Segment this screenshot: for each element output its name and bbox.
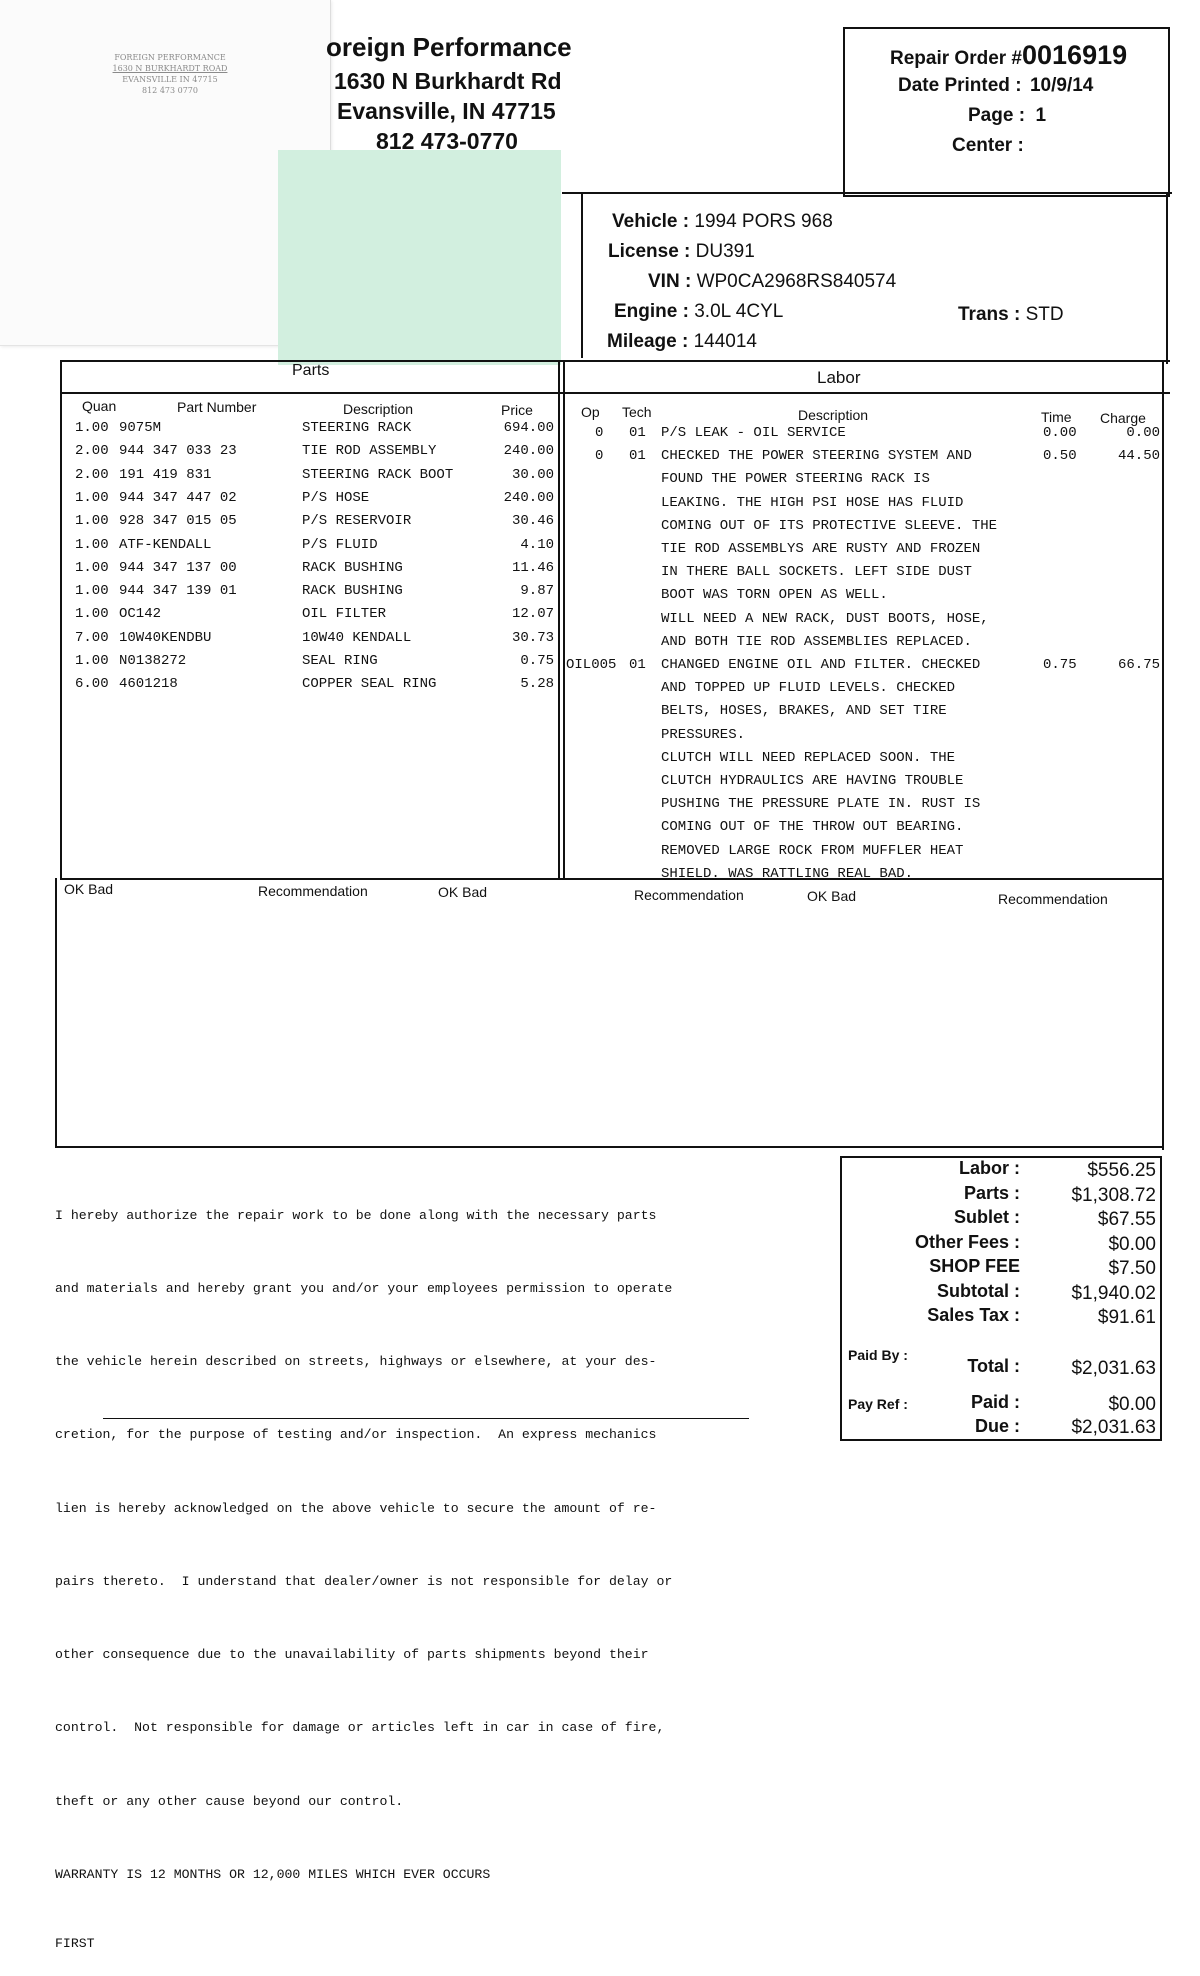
ro-number: 0016919: [1022, 40, 1128, 70]
mileage-label: Mileage :: [607, 331, 689, 352]
labor-time: 0.75: [1043, 657, 1077, 673]
labor-header-time: Time: [1041, 409, 1072, 425]
labor-left-rule: [563, 360, 565, 880]
parts-description: RACK BUSHING: [302, 583, 403, 600]
parts-price: 694.00: [503, 420, 554, 436]
labor-description-line: CHANGED ENGINE OIL AND FILTER. CHECKED: [661, 657, 981, 673]
labor-description-line: IN THERE BALL SOCKETS. LEFT SIDE DUST: [661, 564, 972, 581]
signature-line[interactable]: [103, 1418, 749, 1419]
stamp-line: FOREIGN PERFORMANCE: [114, 53, 226, 62]
parts-row: [0, 606, 560, 626]
parts-part-number: 9075M: [119, 420, 162, 436]
labor-time: 0.00: [1043, 425, 1077, 441]
rec-recommendation-1: Recommendation: [258, 883, 368, 899]
parts-quan: 1.00: [75, 420, 109, 436]
auth-line: control. Not responsible for damage or articles left in car in case of fire,: [55, 1720, 665, 1736]
page-label: Page :: [968, 105, 1026, 126]
ro-label: Repair Order #: [890, 48, 1022, 69]
labor-op: 0: [595, 448, 604, 465]
stamp-line: EVANSVILLE IN 47715: [122, 75, 218, 84]
page-value: 1: [1035, 105, 1047, 126]
vin-row: [648, 271, 896, 293]
labor-description-line: CLUTCH HYDRAULICS ARE HAVING TROUBLE: [661, 773, 964, 789]
vehicle-label: Vehicle :: [612, 211, 690, 232]
trans-label: Trans :: [958, 304, 1021, 325]
parts-part-number: 944 347 033 23: [119, 443, 237, 460]
parts-row: [0, 467, 560, 487]
parts-description: COPPER SEAL RING: [302, 676, 437, 693]
labor-tech: 01: [629, 657, 646, 673]
labor-tech: 01: [629, 448, 646, 465]
labor-description-line: COMING OUT OF ITS PROTECTIVE SLEEVE. THE: [661, 517, 998, 534]
labor-description-line: CHECKED THE POWER STEERING SYSTEM AND: [661, 448, 972, 465]
paid-by-label: Paid By :: [848, 1347, 908, 1363]
vehicle-box-right-rule: [1166, 192, 1168, 364]
labor-header-charge: Charge: [1100, 410, 1146, 426]
labor-description-line: TIE ROD ASSEMBLYS ARE RUSTY AND FROZEN: [661, 541, 981, 557]
vehicle-box-top-rule: [562, 192, 1172, 194]
receipt-stamp: [80, 52, 260, 96]
auth-line: pairs thereto. I understand that dealer/owner is not responsible for delay or: [55, 1573, 673, 1589]
totals-value: $91.61: [1097, 1307, 1156, 1328]
right-frame-rule: [1162, 362, 1164, 1150]
labor-header-description: Description: [798, 407, 869, 423]
parts-header-price: Price: [501, 402, 533, 418]
recommend-left-rule: [55, 878, 57, 1148]
recommend-bottom-rule: [55, 1146, 1164, 1148]
parts-row: [0, 420, 560, 440]
parts-part-number: OC142: [119, 606, 162, 623]
mileage-row: [607, 331, 757, 353]
labor-description-line: WILL NEED A NEW RACK, DUST BOOTS, HOSE,: [661, 610, 989, 627]
engine-label: Engine :: [614, 301, 689, 322]
section-header-rule: [60, 392, 1170, 394]
labor-op: 0: [595, 425, 604, 441]
parts-row: [0, 560, 560, 580]
parts-row: [0, 443, 560, 463]
auth-line: other consequence due to the unavailability of parts shipments beyond their: [55, 1647, 649, 1663]
labor-description-line: PUSHING THE PRESSURE PLATE IN. RUST IS: [661, 796, 981, 813]
totals-label: Sales Tax :: [927, 1305, 1020, 1325]
labor-description-line: SHIELD. WAS RATTLING REAL BAD.: [661, 865, 914, 882]
center-label: Center :: [952, 135, 1024, 156]
parts-price: 240.00: [503, 489, 554, 506]
labor-title: Labor: [817, 368, 861, 387]
paid-value: $0.00: [1108, 1394, 1156, 1415]
parts-price: 30.73: [511, 629, 554, 646]
warranty-line: WARRANTY IS 12 MONTHS OR 12,000 MILES WHICH EVER OCCURS: [55, 1866, 491, 1882]
labor-header-op: Op: [581, 404, 600, 420]
parts-description: P/S HOSE: [302, 489, 370, 506]
parts-price: 30.00: [511, 466, 554, 483]
parts-part-number: 4601218: [119, 676, 178, 693]
parts-row: [0, 490, 560, 510]
parts-quan: 1.00: [75, 536, 109, 553]
parts-price: 4.10: [520, 536, 554, 553]
auth-line: theft or any other cause beyond our control.: [55, 1793, 404, 1809]
parts-description: SEAL RING: [302, 653, 378, 669]
auth-line: and materials and hereby grant you and/or your employees permission to operate: [55, 1281, 673, 1297]
license-value: DU391: [695, 241, 755, 262]
parts-price: 11.46: [511, 559, 554, 576]
authorization-text: [55, 1155, 672, 1976]
auth-line: the vehicle herein described on streets, highways or elsewhere, at your des-: [55, 1354, 657, 1370]
labor-charge: 66.75: [1117, 657, 1160, 673]
parts-quan: 7.00: [75, 629, 109, 646]
parts-quan: 1.00: [75, 513, 109, 530]
parts-row: [0, 676, 560, 696]
due-label: Due :: [975, 1416, 1020, 1436]
vehicle-box-left-rule: [581, 192, 583, 358]
parts-quan: 2.00: [75, 466, 109, 483]
parts-part-number: N0138272: [119, 653, 187, 669]
labor-description-line: FOUND THE POWER STEERING RACK IS: [661, 471, 930, 488]
vehicle-value: 1994 PORS 968: [694, 211, 833, 232]
parts-price: 240.00: [503, 443, 554, 460]
parts-part-number: 928 347 015 05: [119, 513, 237, 530]
parts-description: 10W40 KENDALL: [302, 629, 412, 646]
parts-description: P/S FLUID: [302, 536, 378, 553]
labor-description-line: BOOT WAS TORN OPEN AS WELL.: [661, 587, 888, 604]
stamp-line: 1630 N BURKHARDT ROAD: [112, 64, 228, 73]
totals-value: $1,940.02: [1071, 1282, 1156, 1304]
vehicle-row: [612, 211, 833, 233]
totals-value: $0.00: [1108, 1233, 1156, 1255]
rec-ok-bad-2: OK Bad: [438, 884, 488, 900]
pay-ref-label: Pay Ref :: [848, 1396, 908, 1412]
labor-description-line: CLUTCH WILL NEED REPLACED SOON. THE: [661, 749, 956, 766]
total-label: Total :: [967, 1356, 1020, 1376]
parts-part-number: 191 419 831: [119, 466, 212, 483]
parts-quan: 2.00: [75, 443, 109, 460]
parts-row: [0, 630, 560, 650]
paid-label: Paid :: [970, 1392, 1020, 1412]
parts-description: P/S RESERVOIR: [302, 513, 412, 530]
license-row: [608, 241, 755, 263]
labor-op: OIL005: [566, 657, 617, 673]
parts-price: 12.07: [511, 606, 554, 623]
parts-row: [0, 537, 560, 557]
parts-quan: 1.00: [75, 583, 109, 600]
parts-price: 30.46: [511, 513, 554, 530]
trans-value: STD: [1025, 304, 1064, 325]
main-top-rule: [60, 360, 1170, 362]
parts-quan: 1.00: [75, 653, 109, 669]
totals-value: $7.50: [1108, 1258, 1156, 1279]
labor-tech: 01: [629, 425, 646, 441]
parts-header-description: Description: [343, 401, 414, 417]
labor-description-line: P/S LEAK - OIL SERVICE: [661, 425, 846, 441]
stamp-line: 812 473 0770: [142, 86, 198, 95]
labor-header-tech: Tech: [622, 404, 652, 420]
labor-time: 0.50: [1043, 448, 1077, 465]
parts-quan: 1.00: [75, 489, 109, 506]
parts-title: Parts: [292, 362, 330, 379]
parts-description: RACK BUSHING: [302, 559, 403, 576]
rec-recommendation-2: Recommendation: [634, 887, 744, 903]
license-label: License :: [608, 241, 691, 262]
parts-part-number: 944 347 137 00: [119, 559, 237, 576]
auth-line: I hereby authorize the repair work to be done along with the necessary parts: [55, 1207, 657, 1223]
parts-row: [0, 513, 560, 533]
labor-description-line: BELTS, HOSES, BRAKES, AND SET TIRE: [661, 703, 947, 720]
labor-charge: 44.50: [1117, 448, 1160, 465]
parts-description: OIL FILTER: [302, 606, 387, 623]
auth-line: lien is hereby acknowledged on the above vehicle to secure the amount of re-: [55, 1500, 657, 1516]
vin-value: WP0CA2968RS840574: [696, 271, 897, 292]
engine-value: 3.0L 4CYL: [694, 301, 784, 322]
parts-row: [0, 653, 560, 673]
parts-price: 0.75: [520, 653, 554, 669]
parts-price: 5.28: [520, 676, 554, 693]
totals-value: $1,308.72: [1071, 1184, 1156, 1206]
page-line: [968, 105, 1046, 127]
labor-charge: 0.00: [1126, 425, 1160, 441]
labor-description-line: REMOVED LARGE ROCK FROM MUFFLER HEAT: [661, 842, 964, 859]
totals-value: $67.55: [1097, 1209, 1156, 1230]
parts-part-number: 944 347 447 02: [119, 489, 237, 506]
mileage-value: 144014: [693, 331, 757, 352]
rec-recommendation-3: Recommendation: [998, 891, 1108, 907]
total-value: $2,031.63: [1071, 1358, 1156, 1379]
parts-part-number: ATF-KENDALL: [119, 536, 212, 553]
warranty-line-2: FIRST: [55, 1936, 95, 1951]
parts-part-number: 944 347 139 01: [119, 583, 237, 600]
shop-city: Evansville, IN 47715: [337, 98, 556, 124]
labor-description-line: AND BOTH TIE ROD ASSEMBLIES REPLACED.: [661, 633, 972, 650]
parts-quan: 6.00: [75, 676, 109, 693]
engine-row: [614, 301, 783, 323]
labor-description-line: AND TOPPED UP FLUID LEVELS. CHECKED: [661, 680, 956, 697]
date-value: 10/9/14: [1029, 75, 1094, 96]
parts-quan: 1.00: [75, 606, 109, 623]
totals-label: Subtotal :: [937, 1280, 1020, 1301]
totals-label: Sublet :: [954, 1207, 1020, 1227]
parts-description: STEERING RACK: [302, 420, 412, 436]
totals-label: Labor :: [959, 1158, 1020, 1178]
date-label: Date Printed :: [898, 75, 1022, 96]
parts-description: STEERING RACK BOOT: [302, 466, 454, 483]
rec-ok-bad-3: OK Bad: [807, 888, 857, 904]
items-bottom-rule: [60, 878, 1164, 880]
overlay-green-slip: [278, 150, 561, 365]
date-printed-line: [898, 75, 1093, 97]
shop-phone: 812 473-0770: [376, 128, 518, 154]
parts-quan: 1.00: [75, 559, 109, 576]
due-value: $2,031.63: [1071, 1417, 1156, 1438]
ro-number-line: [890, 40, 1127, 71]
totals-label: SHOP FEE: [929, 1256, 1020, 1276]
totals-label: Other Fees :: [914, 1231, 1020, 1252]
parts-description: TIE ROD ASSEMBLY: [302, 443, 437, 460]
totals-label: Parts :: [963, 1182, 1020, 1203]
trans-row: [958, 304, 1064, 326]
parts-header-quan: Quan: [82, 398, 117, 414]
labor-description-line: PRESSURES.: [661, 726, 746, 743]
parts-part-number: 10W40KENDBU: [119, 629, 212, 646]
vin-label: VIN :: [648, 271, 692, 292]
labor-description-line: LEAKING. THE HIGH PSI HOSE HAS FLUID: [661, 494, 964, 511]
rec-ok-bad-1: OK Bad: [64, 881, 114, 897]
labor-description-line: COMING OUT OF THE THROW OUT BEARING.: [661, 819, 964, 836]
shop-address: 1630 N Burkhardt Rd: [334, 68, 562, 94]
parts-header-part-number: Part Number: [177, 399, 257, 415]
parts-price: 9.87: [520, 583, 554, 600]
auth-line: cretion, for the purpose of testing and/or inspection. An express mechanics: [55, 1427, 657, 1443]
totals-value: $556.25: [1087, 1160, 1156, 1181]
shop-name: oreign Performance: [326, 32, 572, 62]
parts-row: [0, 583, 560, 603]
